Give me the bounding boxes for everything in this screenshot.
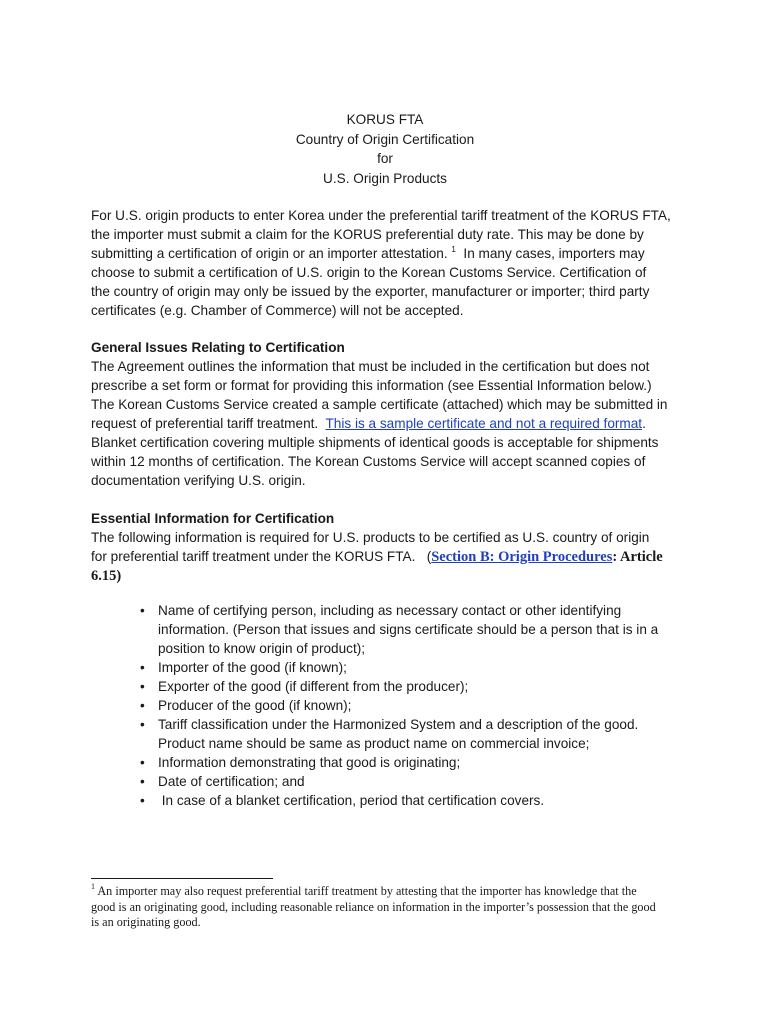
footnote-line-1-text: An importer may also request preferential tariff treatment by attesting that the importer has knowledge that the	[95, 884, 637, 898]
bullet-icon: •	[140, 774, 145, 789]
general-issues-section	[91, 338, 691, 490]
footnote-line-3: is an originating good.	[91, 915, 201, 930]
general-line-1: The Agreement outlines the information that must be included in the certification but does not	[91, 359, 650, 374]
origin-procedures-link[interactable]: Section B: Origin Procedures	[431, 549, 613, 565]
title-line-4: U.S. Origin Products	[323, 170, 447, 186]
essential-info-section	[91, 509, 691, 586]
list-item	[130, 658, 690, 677]
bullet-icon: •	[140, 603, 145, 618]
footnote-divider	[91, 878, 273, 879]
bullet-icon: •	[140, 717, 145, 732]
list-item-line: Importer of the good (if known);	[158, 660, 347, 675]
list-item-line: Name of certifying person, including as necessary contact or other identifying	[158, 603, 622, 618]
footnote-line-1	[91, 884, 691, 900]
list-item	[130, 601, 690, 658]
document-title	[0, 110, 770, 188]
general-line-6: within 12 months of certification. The Korean Customs Service will accept scanned copies of	[91, 454, 646, 469]
footnote-number: 1	[91, 882, 95, 891]
list-item-line: information. (Person that issues and signs certificate should be a person that is in a	[158, 622, 659, 637]
essential-line-2	[91, 547, 691, 567]
title-line-1: KORUS FTA	[346, 112, 424, 127]
intro-line-3-text-cont: In many cases, importers may	[455, 246, 645, 261]
bullet-icon: •	[140, 755, 145, 770]
general-line-4	[91, 414, 691, 433]
intro-line-3-text: submitting a certification of origin or an importer attestation.	[91, 246, 448, 261]
bullet-icon: •	[140, 698, 145, 713]
intro-line-2: the importer must submit a claim for the KORUS preferential duty rate. This may be done by	[91, 227, 644, 242]
title-line-2: Country of Origin Certification	[295, 131, 475, 147]
general-line-7: documentation verifying U.S. origin.	[91, 473, 306, 488]
list-item-line: Exporter of the good (if different from the producer);	[158, 679, 469, 694]
list-item	[130, 753, 690, 772]
list-item-line: Producer of the good (if known);	[158, 698, 352, 713]
essential-info-heading: Essential Information for Certification	[91, 511, 335, 526]
intro-paragraph	[91, 206, 691, 320]
list-item-line: Information demonstrating that good is originating;	[158, 755, 461, 770]
intro-line-1: For U.S. origin products to enter Korea under the preferential tariff treatment of the KORUS FTA,	[91, 208, 671, 223]
bullet-icon: •	[140, 660, 145, 675]
article-label: : Article	[612, 549, 663, 565]
list-item-line: position to know origin of product);	[158, 641, 366, 656]
list-item-line: Product name should be same as product name on commercial invoice;	[158, 736, 590, 751]
list-item	[130, 791, 690, 810]
list-item-line: Tariff classification under the Harmonized System and a description of the good.	[158, 717, 639, 732]
essential-line-2-text: for preferential tariff treatment under the KORUS FTA. (	[91, 549, 432, 564]
list-item	[130, 696, 690, 715]
list-item-line: In case of a blanket certification, period that certification covers.	[158, 793, 545, 808]
footnote	[91, 884, 691, 931]
general-issues-heading: General Issues Relating to Certification	[91, 340, 345, 355]
list-item	[130, 715, 690, 753]
essential-info-list	[130, 601, 690, 810]
intro-line-4: choose to submit a certification of U.S. origin to the Korean Customs Service. Certification of	[91, 265, 647, 280]
sample-certificate-link[interactable]: This is a sample certificate and not a required format	[325, 416, 643, 431]
article-number: 6.15)	[91, 568, 122, 584]
essential-line-1: The following information is required for U.S. products to be certified as U.S. country of origin	[91, 530, 650, 545]
general-line-2: prescribe a set form or format for providing this information (see Essential Information below.)	[91, 378, 652, 393]
list-item-line: Date of certification; and	[158, 774, 305, 789]
general-line-4-text: request of preferential tariff treatment.	[91, 416, 326, 431]
intro-line-3	[91, 244, 691, 263]
intro-line-6: certificates (e.g. Chamber of Commerce) will not be accepted.	[91, 303, 464, 318]
title-line-3: for	[377, 151, 393, 166]
intro-line-5: the country of origin may only be issued by the exporter, manufacturer or importer; third party	[91, 284, 650, 299]
bullet-icon: •	[140, 679, 145, 694]
general-line-4-period: .	[642, 416, 646, 431]
list-item	[130, 772, 690, 791]
list-item	[130, 677, 690, 696]
bullet-icon: •	[140, 793, 145, 808]
footnote-line-2: good is an originating good, including reasonable reliance on information in the importer’s possession that the good	[91, 899, 656, 914]
footnote-reference[interactable]: 1	[451, 245, 456, 254]
general-line-5: Blanket certification covering multiple shipments of identical goods is acceptable for shipments	[91, 435, 659, 450]
general-line-3: The Korean Customs Service created a sample certificate (attached) which may be submitted in	[91, 397, 668, 412]
